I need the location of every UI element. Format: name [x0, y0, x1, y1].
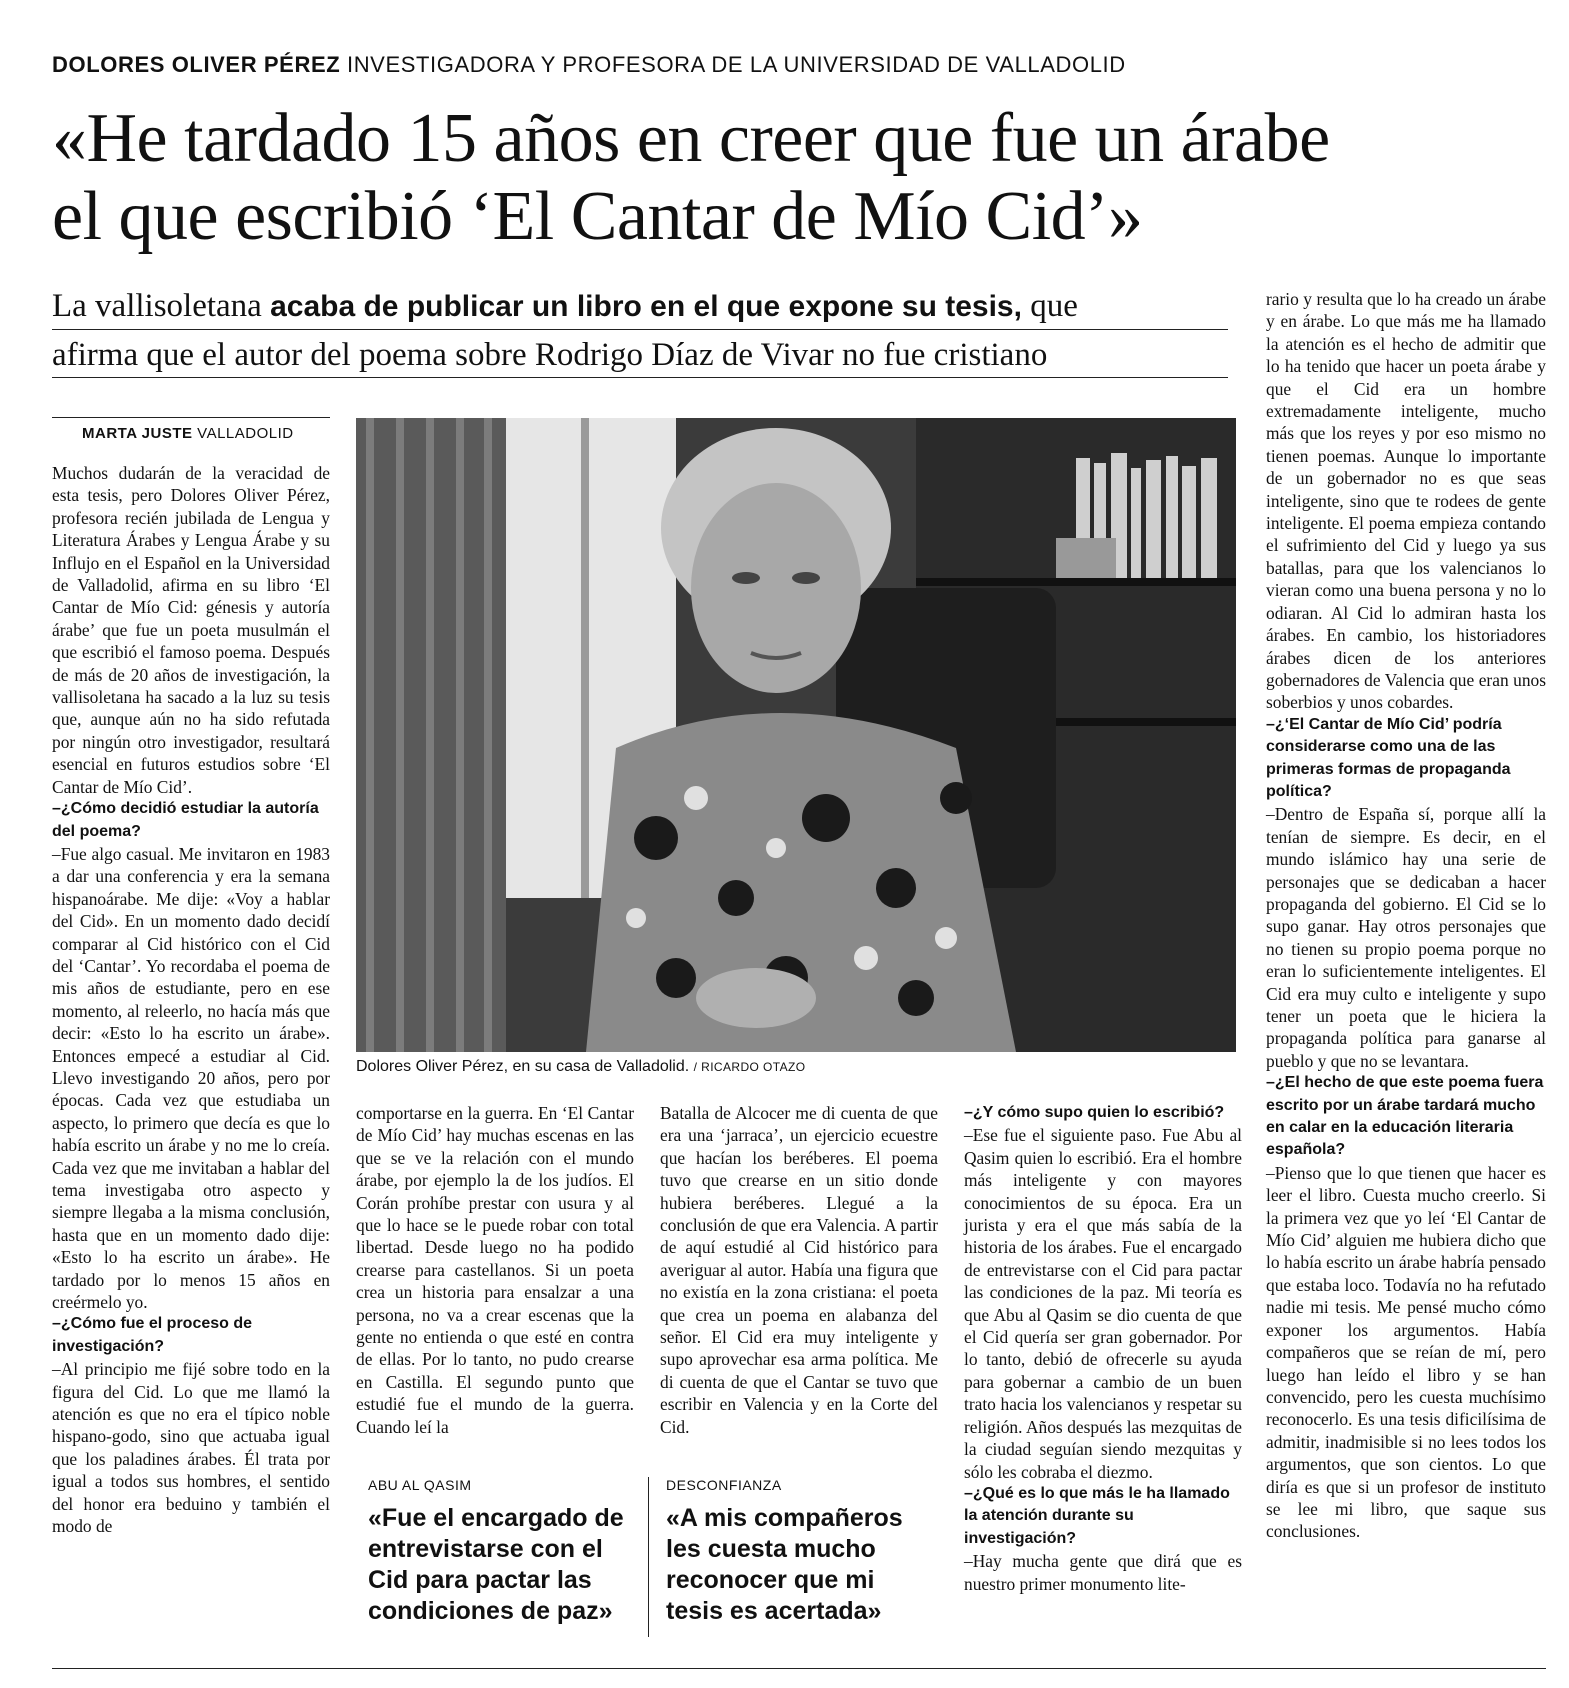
byline-place: VALLADOLID: [197, 425, 294, 442]
col5-question-1: –¿‘El Cantar de Mío Cid’ podría considerarse como una de las primeras formas de propaganda política?: [1266, 715, 1511, 800]
subhead-line2: afirma que el autor del poema sobre Rodrigo Díaz de Vivar no fue cristiano: [52, 337, 1048, 373]
col4-question-2: –¿Qué es lo que más le ha llamado la atención durante su investigación?: [964, 1484, 1230, 1547]
column-2: [356, 1102, 634, 1438]
column-4: [964, 1102, 1242, 1595]
pull-quote-2-label: DESCONFIANZA: [666, 1477, 782, 1493]
byline: [82, 425, 322, 442]
subhead-bold: acaba de publicar un libro en el que expone su tesis,: [270, 290, 1022, 323]
col1-paragraph-1: Muchos dudarán de la veracidad de esta tesis, pero Dolores Oliver Pérez, profesora recién jubilada de Lengua y Literatura Árabes y Lengua Árabe y su Influjo en el Español en la Universidad de Valladolid, afirma en su libro ‘El Cantar de Mío Cid: génesis y autoría árabe’ que fue un poeta musulmán el que escribió el famoso poema. Después de más de 20 años de investigación, la vallisoletana ha sacado a la luz su tesis que, aunque aún no ha sido refutada por ningún otro investigador, resultará esencial en futuros estudios sobre ‘El Cantar de Mío Cid’.: [52, 463, 330, 797]
col1-paragraph-2: –Fue algo casual. Me invitaron en 1983 a dar una conferencia y era la semana hispanoárabe. Me dije: «Voy a hablar del Cid». En un momento dado decidí comparar al Cid histórico con el Cid del ‘Cantar’. Yo recordaba el poema de mis años de estudiante, pero en ese momento, al releerlo, no hacía más que decir: «Esto lo ha escrito un árabe». Entonces empecé a estudiar al Cid. Llevo investigando 20 años, pero por épocas. Cada vez que estudiaba un aspecto, lo primero que decía es que lo había escrito un árabe y no me lo creía. Cada vez que me invitaban a hablar del tema investigaba otro aspecto y siempre llegaba a la misma conclusión, hasta que en un momento dado dije: «Esto lo ha escrito un árabe». He tardado por lo menos 15 años en creérmelo yo.: [52, 843, 330, 1313]
headline: [52, 100, 1512, 256]
col5-question-2: –¿El hecho de que este poema fuera escrito por un árabe tardará mucho en calar en la educación literaria española?: [1266, 1074, 1544, 1159]
bottom-rule: [52, 1668, 1546, 1669]
col4-paragraph-2: –Hay mucha gente que dirá que es nuestro primer monumento lite-: [964, 1551, 1242, 1594]
col5-paragraph-1: rario y resulta que lo ha creado un árabe y en árabe. Lo que más me ha llamado la atención es el hecho de admitir que lo ha tenido que hacer un poeta árabe y que el Cid era un hombre extremadamente inteligente, mucho más que los reyes y por eso mismo no tienen poemas. Aunque lo importante de un gobernador no es que seas inteligente, sino que te rodees de gente inteligente. El poema empieza contando el sufrimiento del Cid y luego ya sus batallas, para que los valencianos lo vieran como una buena persona y no lo odiaran. Al Cid lo admiran hasta los árabes. En cambio, los historiadores árabes dicen de los anteriores gobernadores de Valencia que eran unos soberbios y unos cobardes.: [1266, 289, 1546, 713]
kicker-role: INVESTIGADORA Y PROFESORA DE LA UNIVERSIDAD DE VALLADOLID: [346, 52, 1126, 77]
subhead-rule-2: [52, 377, 1228, 378]
subhead-part1: La vallisoletana: [52, 288, 271, 324]
column-3: [660, 1102, 938, 1438]
caption-credit: / RICARDO OTAZO: [693, 1060, 806, 1074]
headline-line1: «He tardado 15 años en creer que fue un árabe: [52, 100, 1330, 177]
col4-question-1: –¿Y cómo supo quien lo escribió?: [964, 1104, 1225, 1121]
byline-author: MARTA JUSTE: [82, 425, 193, 442]
subhead-part2: que: [1021, 288, 1078, 324]
pull-quote-1: [368, 1477, 638, 1627]
pull-quote-2: [666, 1477, 936, 1627]
portrait-photo: [356, 418, 1236, 1052]
kicker-name: DOLORES OLIVER PÉREZ: [52, 52, 341, 77]
column-5: [1266, 288, 1546, 1543]
pull-quote-1-text: «Fue el encargado de entrevistarse con el Cid para pactar las condiciones de paz»: [368, 1504, 624, 1625]
pull-quote-1-label: ABU AL QASIM: [368, 1477, 472, 1493]
kicker: [52, 52, 1512, 78]
col3-paragraph-1: Batalla de Alcocer me di cuenta de que era una ‘jarraca’, un ejercicio ecuestre que hacían los beréberes. El poema tuvo que crearse en un sitio donde hubiera beréberes. Llegué a la conclusión de que era Valencia. A partir de aquí estudié al Cid histórico para averiguar al autor. Había una figura que no existía en la zona cristiana: el poeta que crea un poema en alabanza del señor. El Cid era muy inteligente y supo aprovechar esa arma política. Me di cuenta de que el Cantar se tuvo que escribir en Valencia y en la Corte del Cid.: [660, 1103, 938, 1437]
pull-quote-2-text: «A mis compañeros les cuesta mucho reconocer que mi tesis es acertada»: [666, 1504, 903, 1625]
portrait-illustration: [356, 418, 1236, 1052]
headline-line2: el que escribió ‘El Cantar de Mío Cid’»: [52, 178, 1143, 255]
col4-paragraph-1: –Ese fue el siguiente paso. Fue Abu al Qasim quien lo escribió. Era el hombre más inteligente y con mayores conocimientos de su época. Era un jurista y era el que más sabía de la historia de los árabes. Fue el encargado de entrevistarse con el Cid para pactar las condiciones de la paz. Mi teoría es que Abu al Qasim se dio cuenta de que el Cid quería ser gran gobernador. Por lo tanto, debió de ofrecerle su ayuda para gobernar a cambio de un buen trato hacia los valencianos y respetar su religión. Años después las mezquitas de la ciudad seguían siendo mezquitas y sólo les cobraba el diezmo.: [964, 1125, 1242, 1482]
col5-paragraph-3: –Pienso que lo que tienen que hacer es leer el libro. Cuesta mucho creerlo. Si la primera vez que yo leí ‘El Cantar de Mío Cid’ alguien me hubiera dicho que lo había escrito un árabe habría pensado que estaba loco. Todavía no ha refutado nadie mi tesis. Me pensé mucho cómo exponer los argumentos. Había compañeros que se reían de mí, pero luego han leído el libro y se han convencido, pero les cuesta muchísimo reconocerlo. Es una tesis dificilísima de admitir, inadmisible si no lees todos los argumentos, que son cientos. Lo que diría es que si un profesor de instituto se lee mi libro, que saque sus conclusiones.: [1266, 1162, 1546, 1542]
col5-paragraph-2: –Dentro de España sí, porque allí la tenían de siempre. Es decir, en el mundo islámico hay una serie de personajes que se dedicaban a hacer propaganda del gobierno. El Cid se lo supo ganar. Hay otros personajes que no tienen su propio poema porque no eran lo suficientemente inteligentes. El Cid era muy culto e inteligente y supo tener un poeta que le hiciera la propaganda política para ganarse al pueblo y que no se levantara.: [1266, 804, 1546, 1071]
subhead-rule-1: [52, 329, 1228, 330]
caption-text: Dolores Oliver Pérez, en su casa de Valladolid.: [356, 1058, 690, 1075]
col1-paragraph-3: –Al principio me fijé sobre todo en la figura del Cid. Lo que me llamó la atención es que no era el típico noble hispano-godo, sino que actuaba igual que los paladines árabes. Él trata por igual a todos sus hombres, el sentido del honor era beduino y también el modo de: [52, 1359, 330, 1537]
photo-caption: [356, 1058, 1236, 1076]
col1-question-1: –¿Cómo decidió estudiar la autoría del poema?: [52, 800, 319, 840]
col2-paragraph-1: comportarse en la guerra. En ‘El Cantar de Mío Cid’ hay muchas escenas en las que se ve la relación con el mundo árabe, por ejemplo la de los judíos. El Corán prohíbe prestar con usura y al que lo hace se le puede robar con total libertad. Desde luego no ha podido crearse para castellanos. Si un poeta crea un historia para ensalzar a una persona, no va a crear escenas que la gente no entienda o que esté en contra de ellas. Por lo tanto, no pudo crearse en Castilla. El segundo punto que estudié fue el mundo de la guerra. Cuando leí la: [356, 1103, 634, 1437]
column-1: [52, 462, 330, 1538]
byline-rule: [52, 417, 330, 418]
subhead: [52, 282, 1228, 379]
col1-question-2: –¿Cómo fue el proceso de investigación?: [52, 1315, 253, 1355]
pull-quote-divider: [648, 1477, 649, 1637]
